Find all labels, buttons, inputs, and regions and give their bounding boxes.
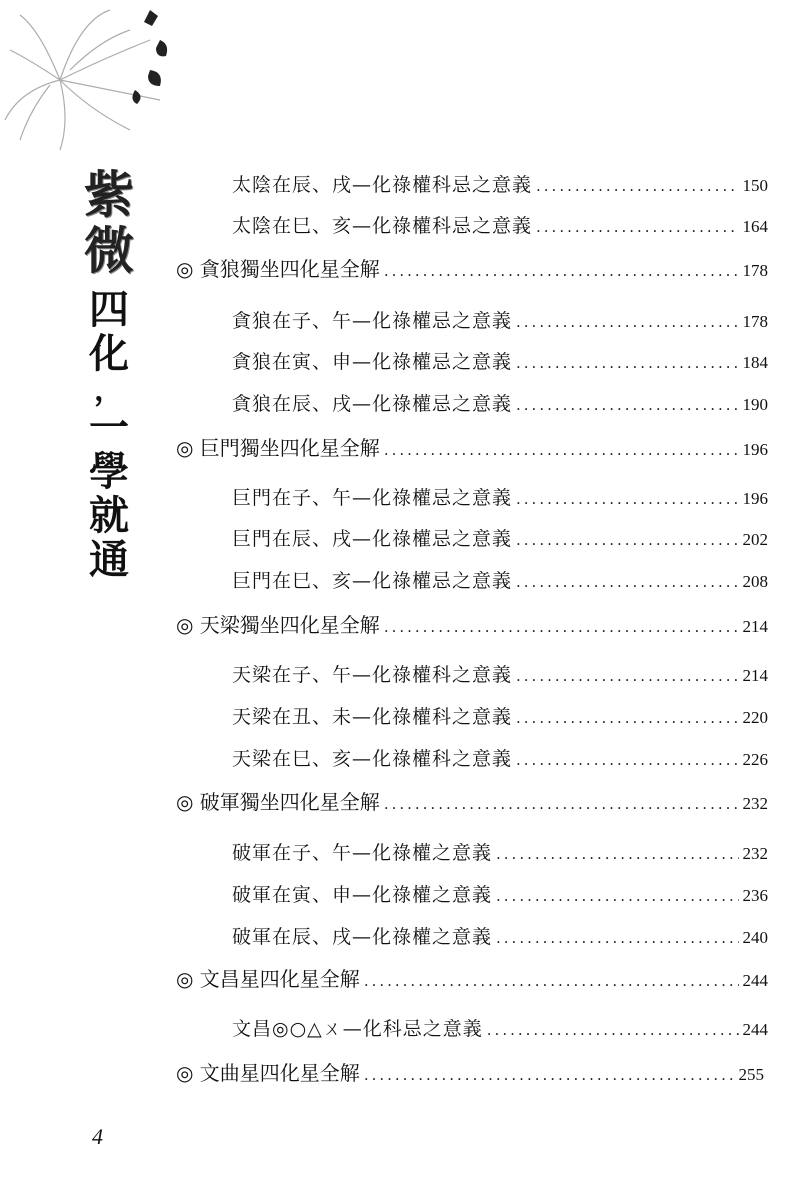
toc-entry-page: 240 bbox=[742, 928, 768, 947]
toc-entry-page: 184 bbox=[742, 353, 768, 372]
leader-dots bbox=[536, 218, 738, 236]
leader-dots bbox=[516, 490, 738, 508]
toc-entry-page: 232 bbox=[742, 844, 768, 863]
book-vertical-title bbox=[84, 165, 134, 583]
toc-entry-label: 巨門在辰、戌—化祿權忌之意義 bbox=[232, 528, 513, 550]
leader-dots bbox=[384, 441, 739, 459]
toc-entry-label: 天梁在子、午—化祿權科之意義 bbox=[232, 664, 513, 686]
toc-section-label: ◎ 貪狼獨坐四化星全解 bbox=[176, 257, 380, 281]
toc-section-page: 255 bbox=[738, 1065, 764, 1084]
toc-entry-page: 190 bbox=[742, 395, 768, 414]
toc-section-label: ◎ 文昌星四化星全解 bbox=[176, 967, 360, 991]
toc-section-label: ◎ 破軍獨坐四化星全解 bbox=[176, 790, 380, 814]
toc-entry-page: 236 bbox=[742, 886, 768, 905]
leader-dots bbox=[496, 845, 738, 863]
toc-section-page: 214 bbox=[742, 617, 768, 636]
leader-dots bbox=[536, 177, 738, 195]
toc-section-label: ◎ 巨門獨坐四化星全解 bbox=[176, 436, 380, 460]
leader-dots bbox=[516, 573, 738, 591]
toc-section-label: ◎ 天梁獨坐四化星全解 bbox=[176, 613, 380, 637]
toc-entry-label: 貪狼在辰、戌—化祿權忌之意義 bbox=[232, 393, 513, 415]
title-char: 紫 bbox=[84, 165, 134, 224]
toc-entry bbox=[232, 389, 768, 421]
toc-entry-page: 214 bbox=[742, 666, 768, 685]
toc-entry-label: 巨門在巳、亥—化祿權忌之意義 bbox=[232, 570, 513, 592]
leader-dots bbox=[516, 531, 738, 549]
page-number: 4 bbox=[92, 1124, 103, 1149]
toc-entry bbox=[232, 566, 768, 598]
toc-entry-page: 220 bbox=[742, 708, 768, 727]
leader-dots bbox=[496, 887, 738, 905]
toc-entry-label: 太陰在辰、戌—化祿權科忌之意義 bbox=[232, 174, 533, 196]
leader-dots bbox=[487, 1021, 739, 1039]
leader-dots bbox=[496, 929, 738, 947]
toc-section-page: 178 bbox=[742, 261, 768, 280]
toc-section-page: 196 bbox=[742, 440, 768, 459]
toc-entry-label: 貪狼在子、午—化祿權忌之意義 bbox=[232, 310, 513, 332]
toc-entry bbox=[232, 1014, 768, 1046]
toc-entry-label: 天梁在丑、未—化祿權科之意義 bbox=[232, 706, 513, 728]
toc-entry bbox=[232, 347, 768, 379]
leader-dots bbox=[384, 262, 739, 280]
toc-entry-page: 178 bbox=[742, 312, 768, 331]
toc-entry-label: 天梁在巳、亥—化祿權科之意義 bbox=[232, 748, 513, 770]
leader-dots bbox=[516, 396, 738, 414]
leader-dots bbox=[516, 667, 738, 685]
toc-entry bbox=[232, 838, 768, 870]
toc-section-label: ◎ 文曲星四化星全解 bbox=[176, 1061, 360, 1085]
toc-entry bbox=[232, 170, 768, 202]
title-char: 一 bbox=[89, 404, 129, 451]
toc-entry bbox=[232, 306, 768, 338]
title-char: 學 bbox=[89, 448, 129, 495]
toc-entry bbox=[232, 524, 768, 556]
leader-dots bbox=[516, 313, 738, 331]
decorative-flower-icon bbox=[0, 0, 180, 160]
toc-entry-page: 150 bbox=[742, 176, 768, 195]
toc-section bbox=[176, 786, 768, 818]
title-char: 通 bbox=[89, 536, 129, 583]
toc-entry-label: 巨門在子、午—化祿權忌之意義 bbox=[232, 487, 513, 509]
toc-section bbox=[176, 609, 768, 641]
toc-entry-label: 太陰在巳、亥—化祿權科忌之意義 bbox=[232, 215, 533, 237]
toc-section bbox=[176, 432, 768, 464]
toc-entry-page: 164 bbox=[742, 217, 768, 236]
title-char: 化 bbox=[89, 330, 129, 377]
toc-entry-page: 208 bbox=[742, 572, 768, 591]
toc-entry bbox=[232, 211, 768, 243]
leader-dots bbox=[516, 354, 738, 372]
toc-entry-page: 202 bbox=[742, 530, 768, 549]
toc-section bbox=[176, 963, 768, 995]
toc-entry bbox=[232, 744, 768, 776]
title-char: 微 bbox=[84, 221, 134, 280]
title-char: 四 bbox=[89, 286, 129, 333]
toc-entry bbox=[232, 922, 768, 954]
leader-dots bbox=[384, 795, 739, 813]
toc-section-page: 232 bbox=[742, 794, 768, 813]
toc-entry bbox=[232, 702, 768, 734]
toc-entry-label: 貪狼在寅、申—化祿權忌之意義 bbox=[232, 351, 513, 373]
toc-section-page: 244 bbox=[742, 971, 768, 990]
leader-dots bbox=[384, 618, 739, 636]
toc-entry-label: 破軍在辰、戌—化祿權之意義 bbox=[232, 926, 493, 948]
leader-dots bbox=[364, 1066, 735, 1084]
leader-dots bbox=[364, 972, 739, 990]
toc-entry-label: 破軍在子、午—化祿權之意義 bbox=[232, 842, 493, 864]
toc-section bbox=[176, 253, 768, 285]
toc-entry-label: 破軍在寅、申—化祿權之意義 bbox=[232, 884, 493, 906]
toc-entry bbox=[232, 483, 768, 515]
leader-dots bbox=[516, 751, 738, 769]
title-char: ， bbox=[94, 373, 124, 408]
toc-entry-page: 226 bbox=[742, 750, 768, 769]
toc-entry bbox=[232, 660, 768, 692]
toc-section bbox=[176, 1057, 764, 1089]
leader-dots bbox=[516, 709, 738, 727]
toc-entry-label: 文昌◎○△ㄨ—化科忌之意義 bbox=[232, 1018, 483, 1040]
toc-entry-page: 196 bbox=[742, 489, 768, 508]
title-char: 就 bbox=[89, 492, 129, 539]
toc-entry-page: 244 bbox=[742, 1020, 768, 1039]
toc-entry bbox=[232, 880, 768, 912]
